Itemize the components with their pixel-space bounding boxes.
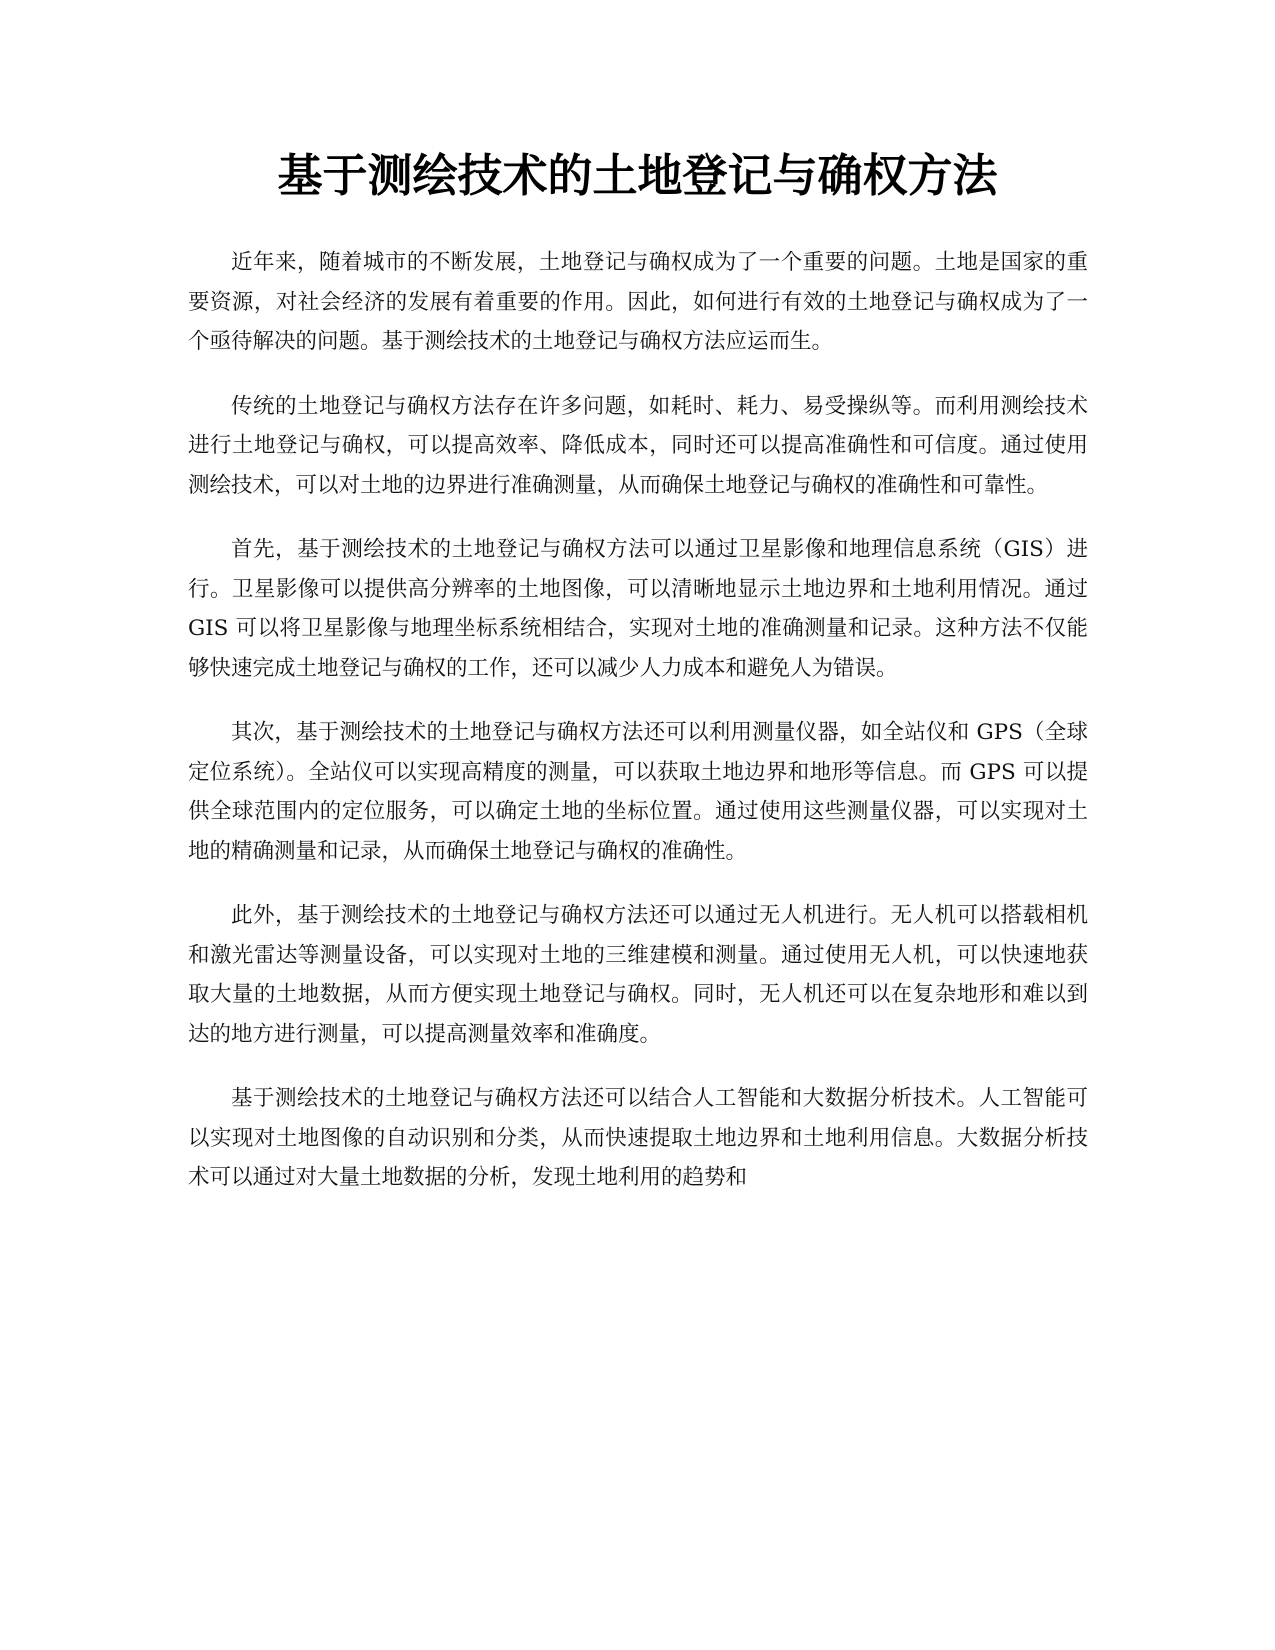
paragraph-4: 其次，基于测绘技术的土地登记与确权方法还可以利用测量仪器，如全站仪和 GPS（全球定位系统）。全站仪可以实现高精度的测量，可以获取土地边界和地形等信息。而 GPS 可以提供全球范围内的定位服务，可以确定土地的坐标位置。通过使用这些测量仪器，可以实现对土地的精确测量和记录，从而确保土地登记与确权的准确性。 [188,720,1088,864]
paragraph-3: 首先，基于测绘技术的土地登记与确权方法可以通过卫星影像和地理信息系统（GIS）进行。卫星影像可以提供高分辨率的土地图像，可以清晰地显示土地边界和土地利用情况。通过 GIS 可以将卫星影像与地理坐标系统相结合，实现对土地的准确测量和记录。这种方法不仅能够快速完成土地登记与确权的工作，还可以减少人力成本和避免人为错误。 [188,537,1088,681]
paragraph-6: 基于测绘技术的土地登记与确权方法还可以结合人工智能和大数据分析技术。人工智能可以实现对土地图像的自动识别和分类，从而快速提取土地边界和土地利用信息。大数据分析技术可以通过对大量土地数据的分析，发现土地利用的趋势和 [188,1086,1088,1190]
paragraph-2: 传统的土地登记与确权方法存在许多问题，如耗时、耗力、易受操纵等。而利用测绘技术进行土地登记与确权，可以提高效率、降低成本，同时还可以提高准确性和可信度。通过使用测绘技术，可以对土地的边界进行准确测量，从而确保土地登记与确权的准确性和可靠性。 [188,393,1088,498]
document-body [188,243,1088,1223]
paragraph-1: 近年来，随着城市的不断发展，土地登记与确权成为了一个重要的问题。土地是国家的重要资源，对社会经济的发展有着重要的作用。因此，如何进行有效的土地登记与确权成为了一个亟待解决的问题。基于测绘技术的土地登记与确权方法应运而生。 [188,250,1088,354]
document-title: 基于测绘技术的土地登记与确权方法 [277,149,998,202]
paragraph-5: 此外，基于测绘技术的土地登记与确权方法还可以通过无人机进行。无人机可以搭载相机和激光雷达等测量设备，可以实现对土地的三维建模和测量。通过使用无人机，可以快速地获取大量的土地数据，从而方便实现土地登记与确权。同时，无人机还可以在复杂地形和难以到达的地方进行测量，可以提高测量效率和准确度。 [188,903,1088,1047]
